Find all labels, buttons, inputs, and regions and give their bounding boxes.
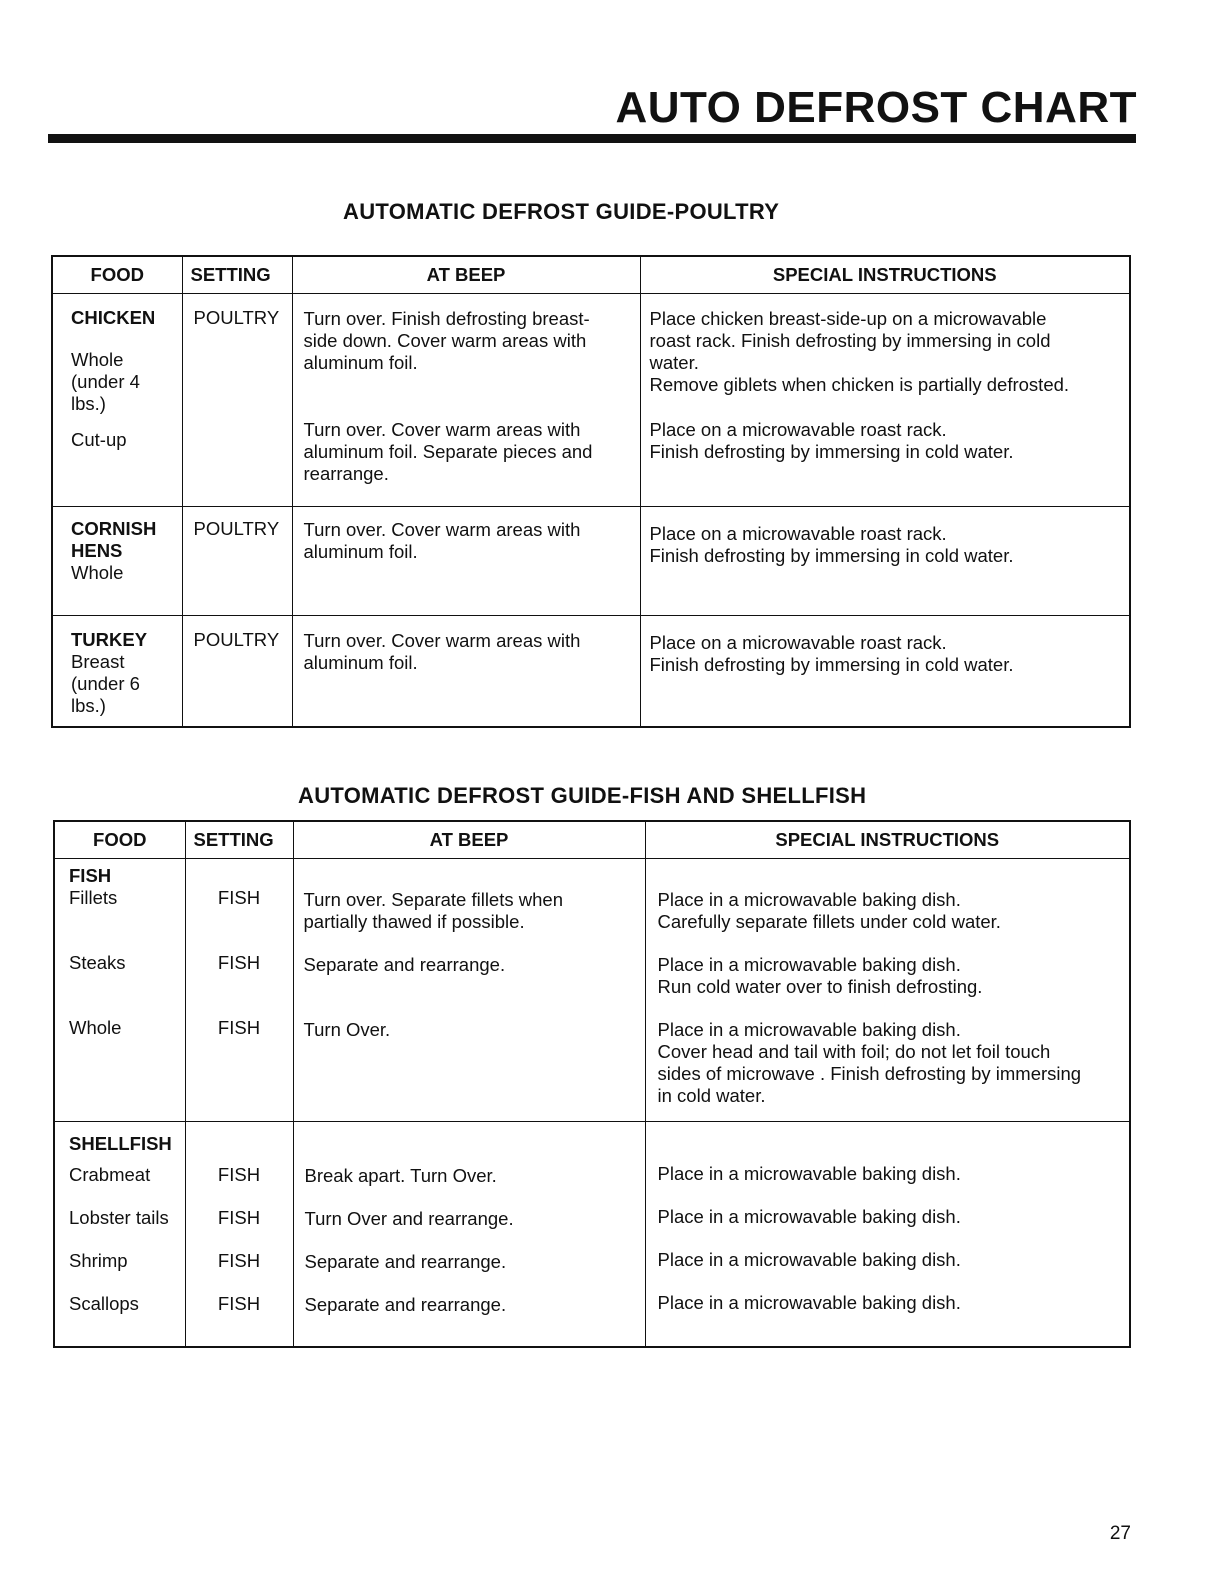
setting-value: FISH — [217, 952, 261, 973]
special-line: Finish defrosting by immersing in cold water. — [649, 441, 1014, 462]
special-line: Place in a microwavable baking dish. — [657, 1206, 961, 1227]
special-line: Place on a microwavable roast rack. — [649, 632, 947, 653]
food-variant: Whole — [71, 349, 124, 370]
special-line: Place in a microwavable baking dish. — [657, 889, 961, 910]
fish-section-title: AUTOMATIC DEFROST GUIDE-FISH AND SHELLFISH — [298, 783, 867, 808]
instruction-line: aluminum foil. Separate pieces and — [303, 441, 593, 462]
setting-value: FISH — [217, 1017, 261, 1038]
food-name: CHICKEN — [71, 307, 156, 328]
setting-value: POULTRY — [193, 629, 280, 650]
instruction-line: Separate and rearrange. — [303, 954, 506, 975]
instruction-line: Turn over. Separate fillets when — [303, 889, 563, 910]
food-variant: Crabmeat — [69, 1164, 151, 1185]
header-special-instructions: SPECIAL INSTRUCTIONS — [640, 256, 1130, 294]
instruction-line: Turn over. Cover warm areas with — [303, 419, 581, 440]
table-header-row — [52, 256, 1130, 294]
instruction-line: Turn over. Cover warm areas with — [303, 630, 581, 651]
food-cell — [54, 859, 185, 1122]
instruction-line: aluminum foil. — [303, 652, 418, 673]
at-beep-cell — [292, 616, 640, 728]
instruction-line: Turn over. Finish defrosting breast- — [303, 308, 590, 329]
special-cell — [645, 1122, 1130, 1348]
special-line: Place in a microwavable baking dish. — [657, 1019, 961, 1040]
special-cell — [640, 507, 1130, 616]
instruction-line: side down. Cover warm areas with — [303, 330, 587, 351]
special-line: Carefully separate fillets under cold water. — [657, 911, 1001, 932]
special-cell — [640, 616, 1130, 728]
food-variant: (under 6 — [71, 673, 140, 694]
poultry-section-title: AUTOMATIC DEFROST GUIDE-POULTRY — [343, 199, 780, 224]
special-line: sides of microwave . Finish defrosting by immersing — [657, 1063, 1082, 1084]
title-rule — [48, 134, 1136, 143]
header-special-instructions: SPECIAL INSTRUCTIONS — [645, 821, 1130, 859]
header-at-beep: AT BEEP — [292, 256, 640, 294]
food-name: CORNISH — [71, 518, 157, 539]
food-cell — [52, 616, 182, 728]
special-line: in cold water. — [657, 1085, 766, 1106]
food-variant: (under 4 — [71, 371, 140, 392]
food-variant: Whole — [69, 1017, 122, 1038]
header-at-beep: AT BEEP — [293, 821, 645, 859]
special-cell — [645, 859, 1130, 1122]
food-name: FISH — [69, 865, 112, 886]
table-row-cornish-hens — [52, 507, 1130, 616]
poultry-table — [51, 255, 1131, 728]
table-row-shellfish — [54, 1122, 1130, 1348]
page-number: 27 — [1109, 1523, 1131, 1544]
special-line: roast rack. Finish defrosting by immersing in cold — [649, 330, 1051, 351]
special-line: Place on a microwavable roast rack. — [649, 523, 947, 544]
at-beep-cell — [293, 1122, 645, 1348]
special-line: Place in a microwavable baking dish. — [657, 954, 961, 975]
instruction-line: Turn Over and rearrange. — [304, 1208, 514, 1229]
food-variant: lbs.) — [71, 695, 106, 716]
instruction-line: Turn over. Cover warm areas with — [303, 519, 581, 540]
food-name: SHELLFISH — [69, 1133, 172, 1154]
header-setting: SETTING — [182, 256, 292, 294]
food-variant: Shrimp — [69, 1250, 128, 1271]
setting-value: FISH — [217, 1164, 261, 1185]
food-variant: Scallops — [69, 1293, 139, 1314]
instruction-line: Turn Over. — [303, 1019, 391, 1040]
table-row-chicken — [52, 294, 1130, 507]
instruction-line: Break apart. Turn Over. — [304, 1165, 497, 1186]
setting-value: FISH — [217, 1207, 261, 1228]
food-variant: Lobster tails — [69, 1207, 169, 1228]
special-line: Run cold water over to finish defrosting. — [657, 976, 983, 997]
food-cell — [52, 507, 182, 616]
special-cell — [640, 294, 1130, 507]
food-cell — [52, 294, 182, 507]
setting-cell — [182, 616, 292, 728]
special-line: Finish defrosting by immersing in cold water. — [649, 545, 1014, 566]
special-line: Place in a microwavable baking dish. — [657, 1249, 961, 1270]
special-line: Cover head and tail with foil; do not let foil touch — [657, 1041, 1051, 1062]
food-variant: Cut-up — [71, 429, 127, 450]
food-variant: Fillets — [69, 887, 118, 908]
table-row-turkey — [52, 616, 1130, 728]
food-variant: Breast — [71, 651, 125, 672]
food-variant: lbs.) — [71, 393, 106, 414]
special-line: Place on a microwavable roast rack. — [649, 419, 947, 440]
instruction-line: aluminum foil. — [303, 352, 418, 373]
at-beep-cell — [292, 294, 640, 507]
food-cell — [54, 1122, 185, 1348]
food-variant: Steaks — [69, 952, 126, 973]
table-row-fish — [54, 859, 1130, 1122]
setting-value: FISH — [217, 1293, 261, 1314]
special-line: Finish defrosting by immersing in cold water. — [649, 654, 1014, 675]
food-variant: Whole — [71, 562, 124, 583]
setting-value: FISH — [217, 1250, 261, 1271]
special-line: Remove giblets when chicken is partially defrosted. — [649, 374, 1070, 395]
setting-value: POULTRY — [193, 518, 280, 539]
header-food: FOOD — [52, 256, 182, 294]
table-header-row — [54, 821, 1130, 859]
setting-cell — [185, 859, 293, 1122]
page-title: AUTO DEFROST CHART — [615, 83, 1137, 132]
instruction-line: Separate and rearrange. — [304, 1294, 507, 1315]
instruction-line: partially thawed if possible. — [303, 911, 525, 932]
header-food: FOOD — [54, 821, 185, 859]
setting-cell — [185, 1122, 293, 1348]
food-name: HENS — [71, 540, 123, 561]
instruction-line: rearrange. — [303, 463, 389, 484]
instruction-line: aluminum foil. — [303, 541, 418, 562]
setting-cell — [182, 294, 292, 507]
header-setting: SETTING — [185, 821, 293, 859]
fish-table — [53, 820, 1131, 1348]
instruction-line: Separate and rearrange. — [304, 1251, 507, 1272]
setting-cell — [182, 507, 292, 616]
special-line: Place in a microwavable baking dish. — [657, 1292, 961, 1313]
special-line: Place in a microwavable baking dish. — [657, 1163, 961, 1184]
special-line: Place chicken breast-side-up on a microwavable — [649, 308, 1047, 329]
at-beep-cell — [292, 507, 640, 616]
at-beep-cell — [293, 859, 645, 1122]
setting-value: POULTRY — [193, 307, 280, 328]
food-name: TURKEY — [71, 629, 148, 650]
setting-value: FISH — [217, 887, 261, 908]
special-line: water. — [649, 352, 699, 373]
